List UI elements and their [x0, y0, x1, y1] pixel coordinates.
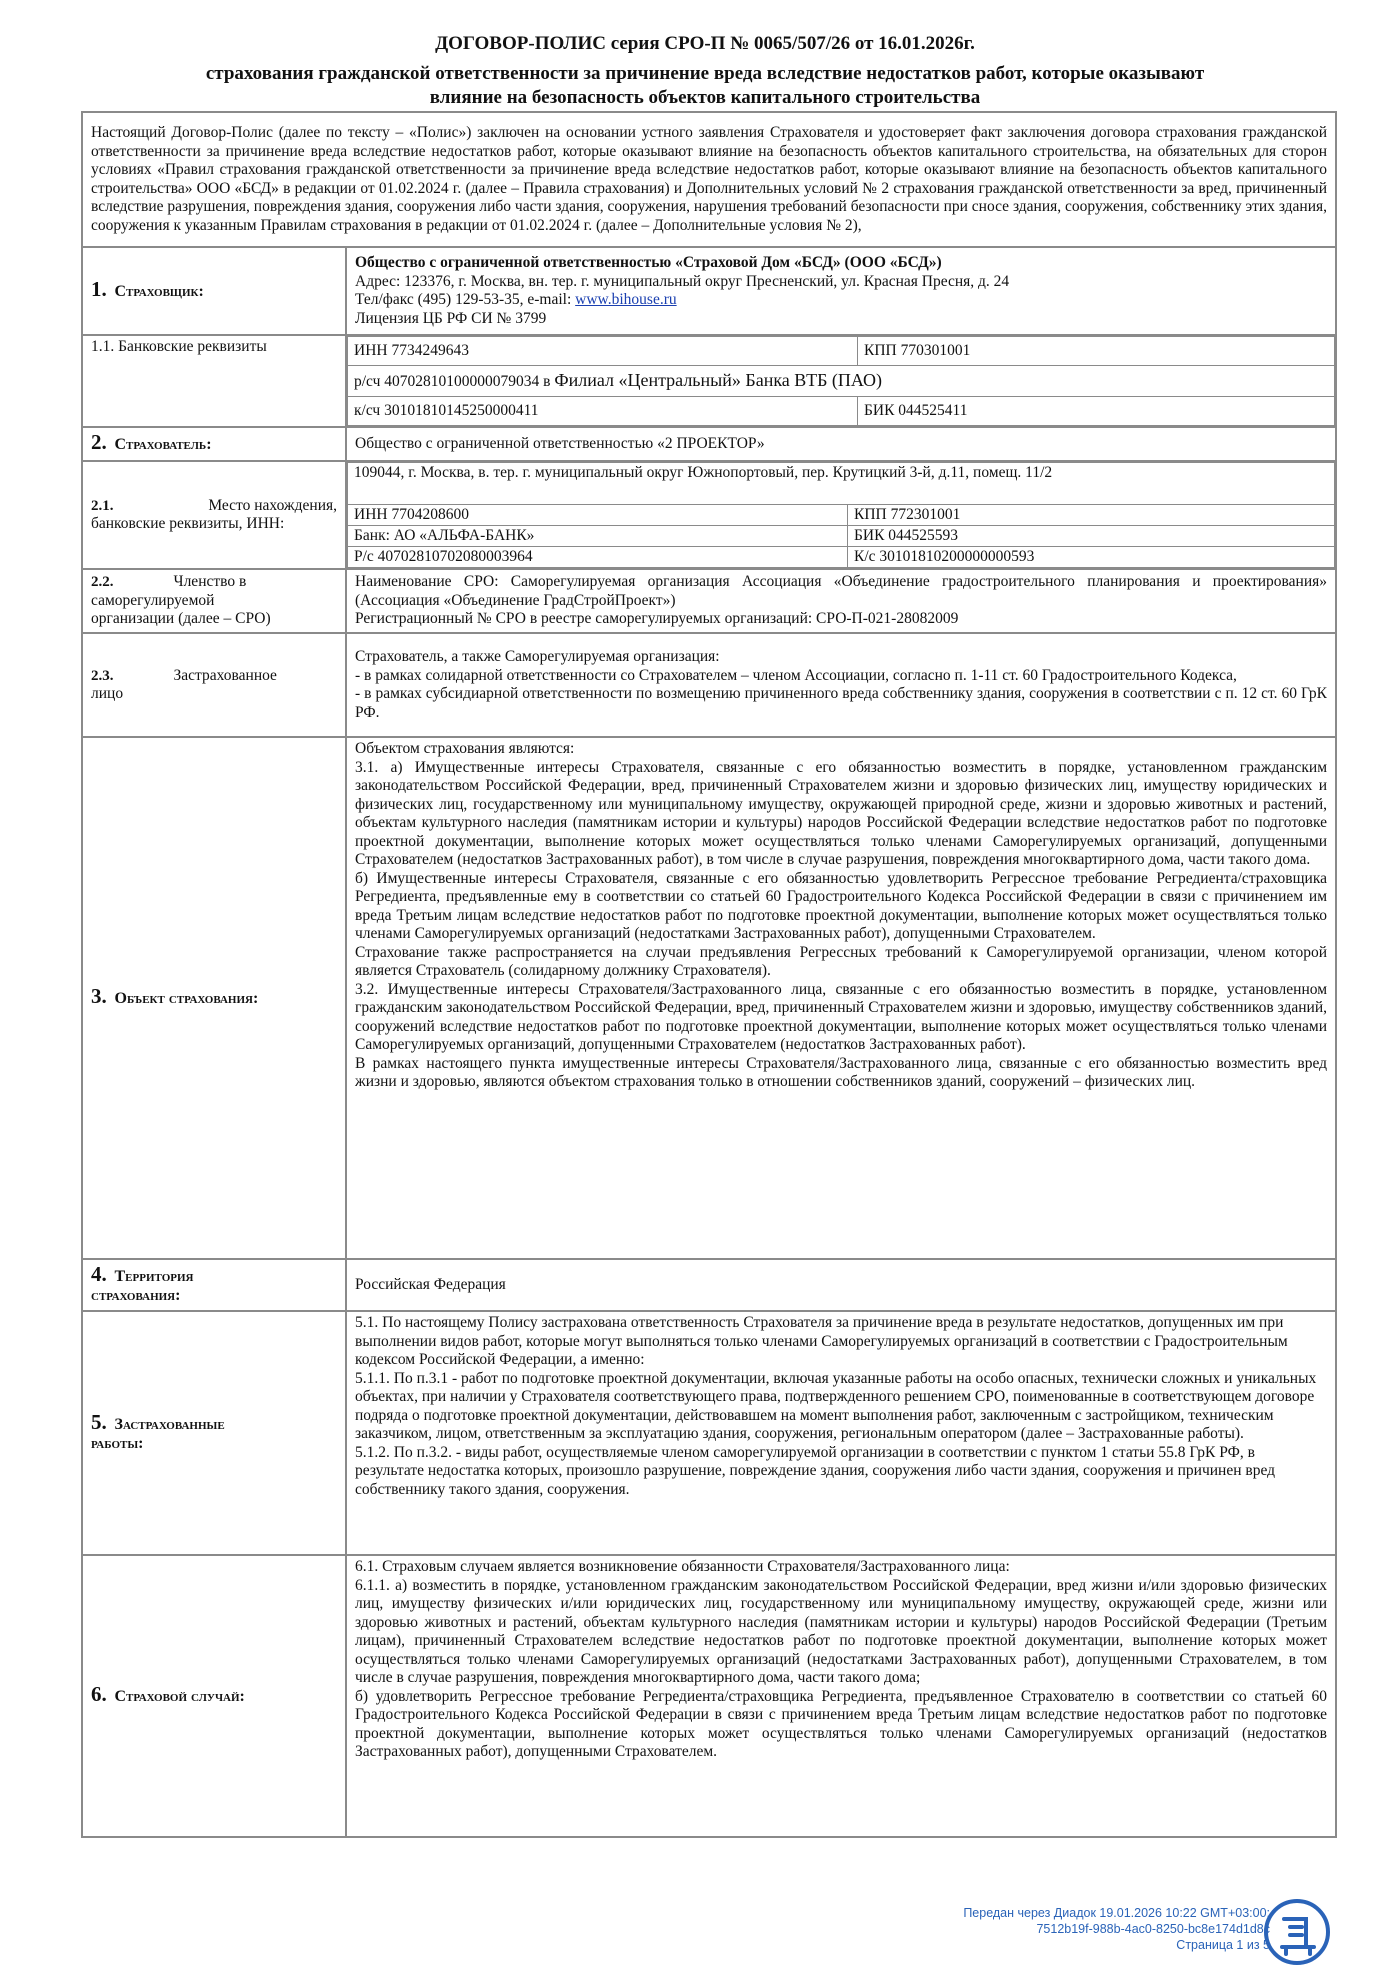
insurer-bank-label: 1.1. Банковские реквизиты — [82, 335, 346, 427]
document-subtitle-line1: страхования гражданской ответственности за причинение вреда вследствие недостатков работ, которые оказывают — [205, 63, 1205, 84]
sro-details — [346, 569, 1336, 633]
insurer-contacts — [355, 291, 1327, 310]
sro-label-a: Членство в — [173, 573, 247, 591]
insurer-bank-table — [347, 336, 1335, 426]
insured-event-details — [346, 1555, 1336, 1837]
insurer-phone: Тел/факс (495) 129-53-35, e-mail: — [355, 291, 576, 308]
row-insured-event — [82, 1555, 1336, 1837]
policyholder-bank: Банк: АО «АЛЬФА-БАНК» — [348, 526, 848, 547]
section-number: 6. — [91, 1682, 107, 1707]
insurer-account — [348, 366, 1335, 397]
insurance-object-text: Страхование также распространяется на случаи предъявления Регрессных требований к Саморегулируемой организации, членом которой является Страхователь (солидарному должнику Страхователя). — [355, 943, 1328, 979]
stamp-page-number: Страница 1 из 5 — [1176, 1938, 1270, 1952]
territory-label-a: Территория — [114, 1268, 194, 1285]
insurer-website-link[interactable]: www.bihouse.ru — [575, 291, 677, 308]
policyholder-details-label-b: банковские реквизиты, ИНН: — [91, 515, 285, 532]
policyholder-corr-account: К/с 30101810200000000593 — [848, 547, 1335, 568]
insured-works-text: 5.1. По настоящему Полису застрахована ответственность Страхователя за причинение вреда в результате недостатков, допущенных им при выполнении видов работ, которые могут выполняться только членами Саморегулируемых организаций в соответствии с Градостроительным кодексом Российской Федерации, а именно: — [355, 1314, 1288, 1368]
insurer-address: Адрес: 123376, г. Москва, вн. тер. г. муниципальный округ Пресненский, ул. Красная Пресня, д. 24 — [355, 272, 1010, 290]
sro-name: Наименование СРО: Саморегулируемая организация Ассоциация «Объединение градостроительного планирования и проектирования» (Ассоциация «Объединение ГрадСтройПроект») — [355, 573, 1328, 609]
section-number: 2. — [91, 430, 107, 455]
insurer-bank-name: Филиал «Центральный» Банка ВТБ (ПАО) — [554, 370, 882, 390]
policy-table — [81, 111, 1337, 1838]
row-insurer-bank — [82, 335, 1336, 427]
sro-label-b: саморегулируемой — [91, 591, 215, 609]
insurer-account-number: р/сч 40702810100000079034 в — [354, 373, 555, 390]
insured-works-details — [346, 1311, 1336, 1555]
policyholder-bik: БИК 044525593 — [848, 526, 1335, 547]
diadoc-logo-icon — [1262, 1897, 1332, 1967]
insured-event-text: 6.1.1. а) возместить в порядке, установленном гражданским законодательством Российской Федерации, вред жизни и/или здоровью физических лиц, имуществу физических и/или юридических лиц, государственному или муниципальному имуществу, окружающей среде, жизни или здоровью животных и растений, объектам культурного наследия (памятникам истории и культуры) народов Российской Федерации (Третьим лицам), причиненный Страхователем вследствие недостатков работ по подготовке проектной документации, выполнение которых может осуществляться только членами Саморегулируемых организаций (недостатками Застрахованных работ), допущенными Страхователем, в том числе в случае разрушения, повреждения многоквартирного дома, части такого дома; — [355, 1576, 1328, 1686]
insurer-inn: ИНН 7734249643 — [348, 337, 858, 366]
insurance-object-details — [346, 737, 1336, 1259]
territory-label-b: страхования: — [91, 1286, 181, 1304]
insured-details — [346, 633, 1336, 737]
policyholder-kpp: КПП 772301001 — [848, 505, 1335, 526]
section-number: 4. — [91, 1262, 107, 1286]
document-subtitle-line2: влияние на безопасность объектов капитального строительства — [429, 87, 981, 108]
insurance-object-text: б) Имущественные интересы Страхователя, связанные с его обязанностью удовлетворить Регрессное требование Регредиента/страховщика Регредиента, предъявленные ему в соответствии со статьей 60 Градостроительного Кодекса Российской Федерации в связи с причинением им вреда Третьим лицам вследствие недостатков работ по подготовке проектной документации, выполнение которых может осуществляться только членами Саморегулируемых организаций (недостатками Застрахованных работ), допущенными Страхователем. — [355, 869, 1328, 942]
policyholder-details-table — [347, 462, 1335, 568]
section-number: 3. — [91, 984, 107, 1009]
row-territory — [82, 1259, 1336, 1311]
insurance-object-label: Объект страхования: — [114, 990, 259, 1008]
insured-event-label: Страховой случай: — [114, 1688, 245, 1706]
insurance-object-text: 3.2. Имущественные интересы Страхователя/Застрахованного лица, связанные с его обязанностью возместить в порядке, установленном гражданским законодательством Российской Федерации, вред, причиненный Страхователем жизни и здоровью, имуществу собственников зданий, сооружений вследствие недостатков работ по подготовке проектной документации, выполнение которых может осуществляться только членами Саморегулируемых организаций, допущенными Страхователем (недостатков Застрахованных работ). — [355, 980, 1328, 1053]
insurer-label-cell — [82, 247, 346, 335]
insurer-label: Страховщик: — [114, 283, 204, 301]
insurer-details — [346, 247, 1336, 335]
policyholder-details-label-a: Место нахождения, — [208, 496, 337, 514]
policyholder-account: Р/с 40702810702080003964 — [348, 547, 848, 568]
insured-label-a: Застрахованное — [173, 666, 277, 684]
insurer-bik: БИК 044525411 — [858, 397, 1335, 426]
policyholder-name: Общество с ограниченной ответственностью «2 ПРОЕКТОР» — [346, 427, 1336, 461]
insurance-object-text: Объектом страхования являются: — [355, 740, 575, 757]
insured-event-text: 6.1. Страховым случаем является возникновение обязанности Страхователя/Застрахованного лица: — [355, 1558, 1010, 1575]
policyholder-label: Страхователь: — [114, 436, 212, 454]
policyholder-inn: ИНН 7704208600 — [348, 505, 848, 526]
section-number: 2.1. — [91, 497, 114, 514]
row-policyholder-details — [82, 461, 1336, 569]
insured-event-text: б) удовлетворить Регрессное требование Регредиента/страховщика Регредиента, предъявленное Страхователю в соответствии со статьей 60 Градостроительного Кодекса Российской Федерации в связи с причинением вреда Третьим лицам вследствие недостатков работ по подготовке проектной документации, выполнение которых может осуществляться только членами Саморегулируемых организаций (недостатков Застрахованных работ), допущенными Страхователем. — [355, 1687, 1328, 1760]
row-insurance-object — [82, 737, 1336, 1259]
section-number: 2.3. — [91, 667, 114, 684]
insurance-object-text: В рамках настоящего пункта имущественные интересы Страхователя/Застрахованного лица, связанные с его обязанностью возместить вред жизни и здоровью, являются объектом страхования только в отношении собственников зданий, сооружений – физических лиц. — [355, 1054, 1328, 1090]
row-insured-person — [82, 633, 1336, 737]
insured-works-text: 5.1.1. По п.3.1 - работ по подготовке проектной документации, включая указанные работы на особо опасных, технически сложных и уникальных объектах, при наличии у Страхователя соответствующего права, подтвержденного решением СРО, поименованные в соответствующем договоре подряда о подготовке проектной документации, действовавшем на момент выполнения работ, заключенным с застройщиком, техническим заказчиком, лицом, ответственным за эксплуатацию здания, сооружения, региональным оператором (далее – Застрахованные работы). — [355, 1369, 1317, 1442]
insured-text: - в рамках солидарной ответственности со Страхователем – членом Ассоциации, согласно п. 1-11 ст. 60 Градостроительного Кодекса, — [355, 666, 1237, 684]
stamp-document-id: 7512b19f-988b-4ac0-8250-bc8e174d1d8c — [1036, 1922, 1270, 1936]
sro-registration: Регистрационный № СРО в реестре саморегулируемых организаций: СРО-П-021-28082009 — [355, 610, 959, 628]
section-number: 5. — [91, 1410, 107, 1434]
diadoc-stamp — [963, 1905, 1270, 1953]
row-insurer — [82, 247, 1336, 335]
insurer-corr-account: к/сч 30101810145250000411 — [348, 397, 858, 426]
document-title: ДОГОВОР-ПОЛИС серия СРО-П № 0065/507/26 от 16.01.2026г. — [435, 33, 975, 54]
insurer-kpp: КПП 770301001 — [858, 337, 1335, 366]
stamp-transfer-line: Передан через Диадок 19.01.2026 10:22 GMT+03:00; — [963, 1906, 1270, 1920]
row-policyholder — [82, 427, 1336, 461]
row-insured-works — [82, 1311, 1336, 1555]
insurer-license: Лицензия ЦБ РФ СИ № 3799 — [355, 309, 547, 327]
insured-text: - в рамках субсидиарной ответственности по возмещению причиненного вреда собственнику здания, сооружения в соответствии с п. 12 ст. 60 ГрК РФ. — [355, 685, 1328, 721]
insurer-name: Общество с ограниченной ответственностью «Страховой Дом «БСД» (ООО «БСД») — [355, 254, 942, 271]
section-number: 1. — [91, 277, 107, 302]
row-sro-membership — [82, 569, 1336, 633]
sro-label-c: организации (далее – СРО) — [91, 610, 271, 628]
insured-works-label-a: Застрахованные — [114, 1416, 225, 1433]
section-number: 2.2. — [91, 574, 114, 591]
insurance-object-text: 3.1. а) Имущественные интересы Страхователя, связанные с его обязанностью возместить в порядке, установленном гражданским законодательством Российской Федерации, вред, причиненный Страхователем жизни и здоровью физических лиц, имуществу юридических и физических лиц, государственному или муниципальному имуществу, окружающей природной среде, жизни и здоровью животных и растений, объектам культурного наследия (памятникам истории и культуры) народов Российской Федерации вследствие недостатков работ по подготовке проектной документации, выполнение которых может осуществляться только членами Саморегулируемых организаций, допущенными Страхователем (недостатков Застрахованных работ), в том числе в случае разрушения, повреждения многоквартирного дома, части такого дома. — [355, 758, 1328, 868]
territory-value: Российская Федерация — [346, 1259, 1336, 1311]
insured-text: Страхователь, а также Саморегулируемая организация: — [355, 648, 720, 665]
insured-works-text: 5.1.2. По п.3.2. - виды работ, осуществляемые членом саморегулируемой организации в соответствии с пунктом 1 статьи 55.8 ГрК РФ, в результате недостатка которых, произошло разрушение, повреждение здания, сооружения либо части здания, сооружения и причинен вред собственнику такого здания, сооружения. — [355, 1443, 1276, 1498]
insured-label-b: лицо — [91, 685, 124, 702]
policyholder-address: 109044, г. Москва, в. тер. г. муниципальный округ Южнопортовый, пер. Крутицкий 3-й, д.11, помещ. 11/2 — [348, 463, 1335, 505]
intro-paragraph: Настоящий Договор-Полис (далее по тексту – «Полис») заключен на основании устного заявления Страхователя и удостоверяет факт заключения договора страхования гражданской ответственности за причинение вреда вследствие недостатков работ, которые оказывают влияние на безопасность объектов капитального строительства, на обязательных для сторон условиях «Правил страхования гражданской ответственности за причинение вреда вследствие недостатков работ, которые оказывают влияние на безопасность объектов капитального строительства» ООО «БСД» в редакции от 01.02.2024 г. (далее – Правила страхования) и Дополнительных условий № 2 страхования гражданской ответственности за вред, причиненный вследствие разрушения, повреждения здания, сооружения либо части здания, сооружения, нарушения требований безопасности при сносе здания, сооружения, собственнику этих здания, сооружения к указанным Правилам страхования в редакции от 01.02.2024 г. (далее – Дополнительные условия № 2), — [82, 112, 1336, 247]
insured-works-label-b: работы: — [91, 1434, 144, 1452]
